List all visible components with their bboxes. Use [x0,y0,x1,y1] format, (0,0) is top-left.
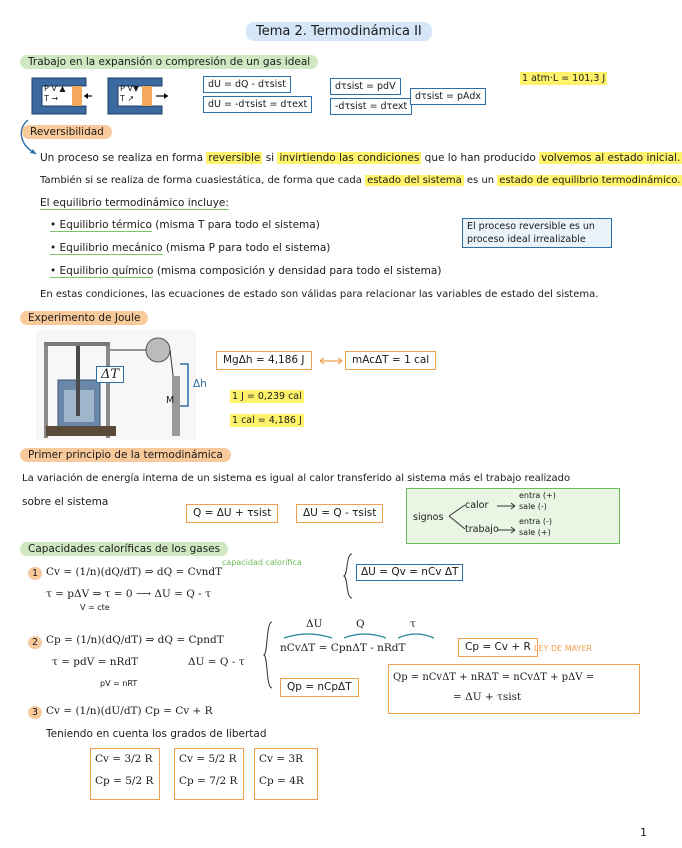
brace-label-tau: τ [410,618,416,630]
gdl-box-polyatomic [254,748,318,800]
du-qv-box: ΔU = Qv = nCv ΔT [356,564,463,581]
brace-label-du: ΔU [306,618,323,630]
mass-label: M [166,395,175,406]
signos-arrows [495,493,519,541]
eq-macdt: mAcΔT = 1 cal [345,351,436,370]
rev-line-1-f: volvemos al estado inicial. [541,152,681,164]
qp-derivation-box [388,664,640,714]
piston-2-label: P V▼ T ↗ [120,84,139,103]
rev-bullet-3 [50,265,441,278]
piston-diagram-2 [106,74,176,118]
cv-definition: Cv = (1/n)(dQ/dT) ⇒ dQ = CvndT [46,566,223,578]
brace-1 [342,552,354,600]
rev-line-2 [40,174,682,187]
atm-conversion: 1 atm·L = 101,3 J [522,73,606,84]
delta-h-label: Δh [193,378,207,390]
note-reversible-ideal: El proceso reversible es un proceso ideal irrealizable [462,218,612,248]
pv-nrt: pV = nRT [100,679,138,688]
delta-h-bracket [178,362,192,408]
rev-line-2-a: También si se realiza de forma cuasiestática, de forma que cada [40,175,366,186]
rev-bullet-3-a: • Equilibrio químico [50,265,154,277]
section-heading-reversibilidad: Reversibilidad [22,125,112,139]
du-q-tau-2: ΔU = Q - τ [188,656,245,668]
item-number-1: 1 [28,567,42,580]
eq-dtau-ext: -dτsist = dτext [330,98,412,115]
rev-line-4: En estas condiciones, las ecuaciones de estado son válidas para relacionar las variables de estado del sistema. [40,289,599,300]
gdl-box-diatomic [174,748,244,800]
item-number-2: 2 [28,636,42,649]
rev-line-1-c: si [262,152,278,164]
signos-label: signos [413,512,444,523]
eq-dtau-padx: dτsist = pAdx [410,88,486,105]
rev-bullet-3-b: (misma composición y densidad para todo el sistema) [153,265,442,277]
brace-2 [262,620,274,690]
joule-apparatus-illustration [36,330,196,440]
equivalence-arrow [318,356,344,366]
rev-bullet-2 [50,242,330,255]
piston-1-label: P V ▲ T → [44,84,66,103]
gdl-1-cp: Cp = 5/2 R [95,775,154,787]
gdl-2-cp: Cp = 7/2 R [179,775,238,787]
piston-diagram-1 [30,74,100,118]
eq-du-dq: dU = dQ - dτsist [203,76,291,93]
gdl-box-monoatomic [90,748,160,800]
signos-trabajo: trabajo [465,524,499,535]
rev-bullet-1-b: (misma T para todo el sistema) [151,219,320,231]
rev-line-1 [40,152,682,165]
eq-1j: 1 J = 0,239 cal [232,391,302,402]
item-number-3: 3 [28,706,42,719]
eq-mgdh: MgΔh = 4,186 J [216,351,312,370]
section-heading-capacidades: Capacidades caloríficas de los gases [20,542,228,556]
signos-entra-1: entra (+) [519,491,556,500]
signos-entra-2: entra (-) [519,517,552,526]
eq-dtau-pdv: dτsist = pdV [330,78,401,95]
rev-line-2-d: estado de equilibrio termodinámico. [499,175,681,186]
section-heading-primer: Primer principio de la termodinámica [20,448,231,462]
page-title: Tema 2. Termodinámica II [246,22,432,41]
rev-bullet-1 [50,219,320,232]
v-cte-label: V = cte [80,603,110,612]
mayer-equation-box: Cp = Cv + R [458,638,538,657]
gdl-3-cv: Cv = 3R [259,753,304,765]
primer-line-2: sobre el sistema [22,496,109,508]
mayer-derivation: nCvΔT = CpnΔT - nRdT [280,642,406,654]
capacidad-calorifica-note: capacidad calorífica [222,558,302,567]
primer-line-1: La variación de energía interna de un sistema es igual al calor transferido al sistema más el trabajo realizado [22,473,571,484]
section-heading-trabajo: Trabajo en la expansión o compresión de un gas ideal [20,55,318,69]
rev-line-1-a: Un proceso se realiza en forma [40,152,207,164]
qp-box: Qp = nCpΔT [280,678,359,697]
eq-q-du-tau: Q = ΔU + τsist [186,504,278,523]
gdl-3-cp: Cp = 4R [259,775,304,787]
tau-pdv: τ = pdV = nRdT [52,656,139,668]
brace-label-q: Q [356,618,365,630]
qp-derivation-line-1: Qp = nCvΔT + nRΔT = nCvΔT + pΔV = [393,672,595,683]
eq-du-q-tau: ΔU = Q - τsist [296,504,383,523]
qp-derivation-line-2: = ΔU + τsist [453,691,522,703]
signos-calor: calor [465,500,489,511]
gdl-1-cv: Cv = 3/2 R [95,753,153,765]
rev-bullet-1-a: • Equilibrio térmico [50,219,152,231]
tau-v-const: τ = pΔV ⇒ τ = 0 ⟶ ΔU = Q - τ [46,588,211,600]
signos-sale-1: sale (-) [519,502,547,511]
delta-t-box: ΔT [96,366,124,383]
rev-line-3 [40,197,229,210]
rev-line-1-d: invirtiendo las condiciones [279,152,420,164]
rev-line-2-b: estado del sistema [367,175,462,186]
section-heading-joule: Experimento de Joule [20,311,148,325]
rev-line-1-b: reversible [208,152,261,164]
rev-line-1-e: que lo han producido [421,152,540,164]
rev-bullet-2-b: (misma P para todo el sistema) [162,242,331,254]
signos-box [406,488,620,544]
top-braces [282,630,442,640]
rev-line-2-c: es un [463,175,498,186]
ley-de-mayer-label: LEY DE MAYER [534,644,592,653]
cv-du-dt: Cv = (1/n)(dU/dT) Cp = Cv + R [46,705,213,717]
cp-definition: Cp = (1/n)(dQ/dT) ⇒ dQ = CpndT [46,634,224,646]
grados-libertad-text: Teniendo en cuenta los grados de libertad [46,728,267,740]
eq-1cal: 1 cal = 4,186 J [232,415,302,426]
eq-du-tau: dU = -dτsist = dτext [203,96,312,113]
gdl-2-cv: Cv = 5/2 R [179,753,237,765]
rev-bullet-2-a: • Equilibrio mecánico [50,242,163,254]
piston-2-svg [106,74,176,118]
rev-line-3-text: El equilibrio termodinámico incluye: [40,197,229,209]
page-number: 1 [640,826,647,839]
signos-sale-2: sale (+) [519,528,551,537]
